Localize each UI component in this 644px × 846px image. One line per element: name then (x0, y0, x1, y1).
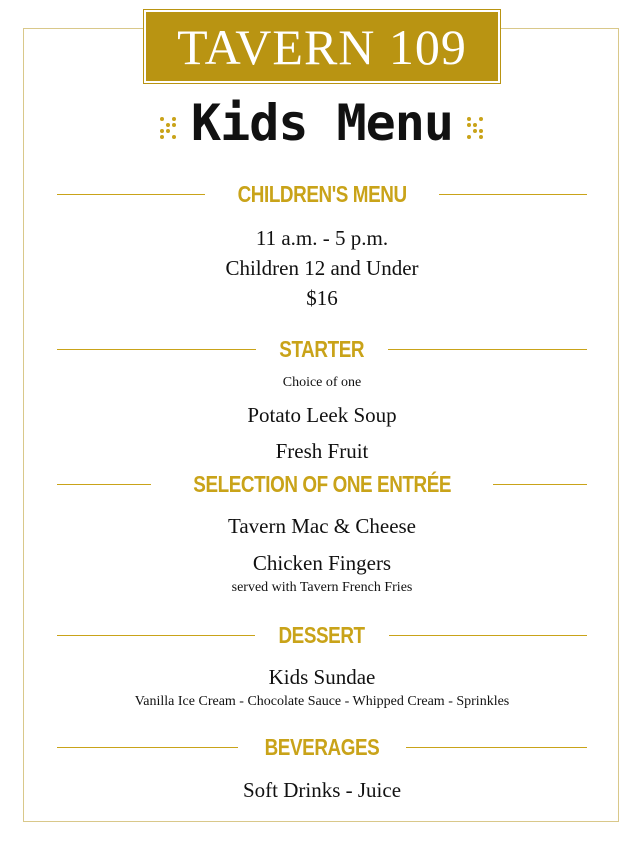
section-heading-entree (57, 469, 587, 499)
section-heading-dessert (57, 620, 587, 650)
entree-note: served with Tavern French Fries (231, 580, 413, 595)
divider-rule (57, 349, 256, 350)
menu-title-row (0, 88, 644, 158)
section-label: CHILDREN'S MENU (237, 180, 407, 207)
starter-note: Choice of one (282, 375, 362, 390)
flourish-left-icon (160, 117, 177, 140)
section-heading-beverages (57, 732, 587, 762)
menu-item: Chicken Fingers (252, 551, 392, 575)
price: $16 (306, 286, 338, 310)
service-hours: 11 a.m. - 5 p.m. (255, 226, 389, 250)
divider-rule (57, 635, 255, 636)
dessert-note: Vanilla Ice Cream - Chocolate Sauce - Whipped Cream - Sprinkles (134, 694, 510, 709)
divider-rule (389, 635, 587, 636)
section-label: BEVERAGES (264, 733, 380, 760)
divider-rule (57, 194, 205, 195)
flourish-right-icon (467, 117, 484, 140)
restaurant-logo-banner: TAVERN 109 (144, 10, 500, 83)
divider-rule (388, 349, 587, 350)
section-heading-childrens-menu (57, 179, 587, 209)
divider-rule (493, 484, 587, 485)
menu-item: Fresh Fruit (275, 439, 369, 463)
menu-item: Tavern Mac & Cheese (227, 514, 417, 538)
section-label: STARTER (279, 335, 365, 362)
divider-rule (406, 747, 587, 748)
divider-rule (57, 484, 151, 485)
page-title: Kids Menu (191, 94, 453, 152)
section-heading-starter (57, 334, 587, 364)
divider-rule (439, 194, 587, 195)
divider-rule (57, 747, 238, 748)
section-label: DESSERT (278, 621, 366, 648)
section-label: SELECTION OF ONE ENTRÉE (193, 470, 451, 497)
age-limit: Children 12 and Under (225, 256, 419, 280)
menu-item: Kids Sundae (268, 665, 376, 689)
menu-item: Potato Leek Soup (247, 403, 397, 427)
menu-item: Soft Drinks - Juice (242, 778, 402, 802)
